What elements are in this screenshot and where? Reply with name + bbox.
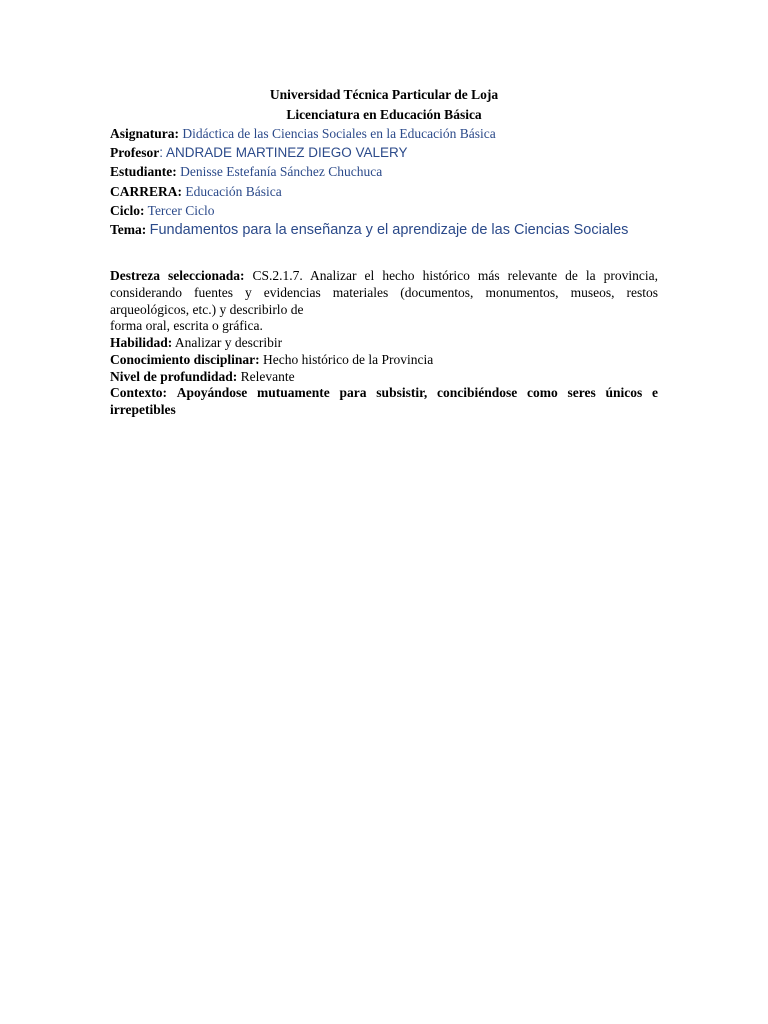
estudiante-label: Estudiante:: [110, 164, 177, 179]
ciclo-value: Tercer Ciclo: [147, 203, 215, 218]
asignatura-value: Didáctica de las Ciencias Sociales en la Educación Básica: [182, 126, 496, 141]
conocimiento-label: Conocimiento disciplinar:: [110, 352, 260, 367]
carrera-label: CARRERA:: [110, 184, 182, 199]
destreza-continuation: forma oral, escrita o gráfica.: [110, 318, 263, 333]
destreza-label: Destreza seleccionada:: [110, 268, 245, 283]
ciclo-row: [110, 201, 658, 220]
ciclo-label: Ciclo:: [110, 203, 145, 218]
tema-row: [110, 220, 658, 240]
conocimiento-value: Hecho histórico de la Provincia: [263, 352, 434, 367]
degree-title: Licenciatura en Educación Básica: [286, 107, 482, 122]
habilidad-label: Habilidad:: [110, 335, 173, 350]
carrera-value: Educación Básica: [185, 184, 282, 199]
contexto-value: Apoyándose mutuamente para subsistir, concibiéndose como seres únicos e irrepetibles: [110, 385, 658, 417]
nivel-label: Nivel de profundidad:: [110, 369, 238, 384]
tema-value: Fundamentos para la enseñanza y el aprendizaje de las Ciencias Sociales: [149, 222, 629, 238]
habilidad-value: Analizar y describir: [174, 335, 283, 350]
destreza-value: CS.2.1.7. Analizar el hecho histórico más relevante de la provincia, considerando fuentes y evidencias materiales (documentos, monumentos, museos, restos arqueológicos, etc.) y describirlo de: [110, 268, 658, 317]
destreza-paragraph: [110, 267, 658, 318]
profesor-value: : ANDRADE MARTINEZ DIEGO VALERY: [159, 145, 408, 160]
nivel-value: Relevante: [240, 369, 295, 384]
contexto-label: Contexto:: [110, 385, 167, 400]
university-title: Universidad Técnica Particular de Loja: [269, 87, 499, 102]
profesor-label: Profesor: [110, 145, 160, 160]
estudiante-value: Denisse Estefanía Sánchez Chuchuca: [180, 164, 383, 179]
carrera-row: [110, 182, 658, 201]
contexto-paragraph: [110, 384, 658, 418]
asignatura-label: Asignatura:: [110, 126, 180, 141]
asignatura-row: [110, 124, 658, 143]
tema-label: Tema:: [110, 222, 147, 237]
profesor-row: [110, 143, 658, 162]
estudiante-row: [110, 162, 658, 181]
